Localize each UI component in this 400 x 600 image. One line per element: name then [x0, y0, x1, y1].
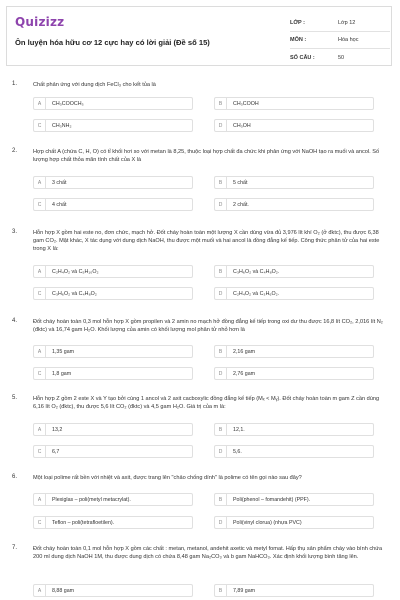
option-a[interactable] — [33, 345, 193, 358]
option-letter: B — [215, 98, 227, 109]
option-letter: C — [34, 288, 46, 299]
option-text: 8,88 gam — [52, 587, 75, 594]
option-letter: D — [215, 120, 227, 131]
question-number: 5. — [12, 395, 18, 401]
option-text: Plexiglas – poli(metyl metacrylat). — [52, 496, 131, 503]
option-letter: B — [215, 177, 227, 188]
meta-row-subject — [290, 32, 390, 49]
option-text: CH₃COOCH₃ — [52, 100, 84, 107]
option-text: C₃H₆O₂ và C₄H₈O₂ — [52, 290, 97, 297]
option-letter: C — [34, 368, 46, 379]
option-text: Teflon – poli(tetrafloetilen). — [52, 519, 115, 526]
option-text: Poli(phenol – fomandehit) (PPF). — [233, 496, 311, 503]
question-number: 2. — [12, 148, 18, 154]
option-letter: B — [215, 346, 227, 357]
option-a[interactable] — [33, 584, 193, 597]
option-text: 12,1. — [233, 426, 245, 433]
question-number: 3. — [12, 229, 18, 235]
option-letter: C — [34, 517, 46, 528]
option-text: 7,89 gam — [233, 587, 256, 594]
option-d[interactable] — [214, 287, 374, 300]
option-text: 4 chất — [52, 201, 67, 208]
option-letter: B — [215, 424, 227, 435]
option-d[interactable] — [214, 198, 374, 211]
option-text: 13,2 — [52, 426, 63, 433]
option-text: 5,6. — [233, 448, 242, 455]
option-text: C₂H₄O₂ và C₅H₁₀O₂ — [52, 268, 99, 275]
question-number: 7. — [12, 545, 18, 551]
option-letter: A — [34, 424, 46, 435]
option-text: 5 chất — [233, 179, 248, 186]
option-text: C₃H₆O₂ và C₄H₈O₂. — [233, 268, 280, 275]
option-letter: A — [34, 585, 46, 596]
option-b[interactable] — [214, 176, 374, 189]
option-a[interactable] — [33, 176, 193, 189]
option-text: C₂H₄O₂ và C₃H₆O₂. — [233, 290, 280, 297]
option-text: 3 chất — [52, 179, 67, 186]
option-a[interactable] — [33, 265, 193, 278]
option-text: CH₃COOH — [233, 100, 259, 107]
question-text: Đốt cháy hoàn toàn 0,1 mol hỗn hợp X gồm các chất : metan, metanol, andehit axetic và metyl fomat. Hấp thụ sản phẩm cháy vào bình chứa 200 ml dung dịch NaOH 1M, thu được dung dịch có chứa 8,48 gam Na₂CO₃ và b gam NaHCO₃. Xác định khối lượng bình tăng lên. — [33, 546, 383, 560]
document-title: Ôn luyện hóa hữu cơ 12 cực hay có lời giải (Đề số 15) — [15, 38, 210, 47]
option-letter: D — [215, 368, 227, 379]
option-text: 1,35 gam — [52, 348, 75, 355]
option-c[interactable] — [33, 516, 193, 529]
meta-value: Hóa học — [338, 37, 359, 43]
meta-table — [290, 15, 390, 66]
document-header — [6, 6, 392, 66]
option-b[interactable] — [214, 423, 374, 436]
question-text: Chất phản ứng với dung dịch FeCl₃ cho kết tủa là — [33, 82, 156, 88]
option-letter: A — [34, 177, 46, 188]
meta-label: SỐ CÂU : — [290, 54, 315, 61]
option-c[interactable] — [33, 367, 193, 380]
option-letter: B — [215, 266, 227, 277]
option-b[interactable] — [214, 584, 374, 597]
question-number: 4. — [12, 318, 18, 324]
question-text: Hợp chất A (chứa C, H, O) có tỉ khối hơi so với metan là 8,25, thuộc loại hợp chất đa chức khi phản ứng với NaOH tạo ra muối và ancol. Số lượng hợp chất thỏa mãn tính chất của X là — [33, 149, 380, 163]
option-letter: A — [34, 494, 46, 505]
option-d[interactable] — [214, 445, 374, 458]
quizizz-logo: Quizizz — [15, 15, 65, 29]
option-a[interactable] — [33, 97, 193, 110]
meta-row-class — [290, 15, 390, 32]
option-letter: A — [34, 98, 46, 109]
meta-row-question-count — [290, 49, 390, 66]
option-text: CH₃OH — [233, 122, 251, 129]
option-text: 2,16 gam — [233, 348, 256, 355]
question-text: Một loại polime rất bền với nhiệt và axit, được trang lên "chảo chống dính" là polime có tên gọi nào sau đây? — [33, 475, 302, 481]
option-c[interactable] — [33, 198, 193, 211]
question-text: Hỗn hợp X gồm hai este no, đơn chức, mạch hở. Đốt cháy hoàn toàn một lượng X cần dùng vừa đủ 3,976 lít khí O₂ (ở đktc), thu được 6,38 gam CO₂. Mặt khác, X tác dụng với dung dịch NaOH, thu được một muối và hai ancol là đồng đẳng kế tiếp. Công thức phân tử của hai este trong X là: — [33, 230, 380, 252]
option-text: CH₃NH₂ — [52, 122, 72, 129]
option-text: 2,76 gam — [233, 370, 256, 377]
option-letter: D — [215, 446, 227, 457]
option-b[interactable] — [214, 265, 374, 278]
option-b[interactable] — [214, 345, 374, 358]
option-text: 2 chất. — [233, 201, 249, 208]
question-text: Hỗn hợp Z gồm 2 este X và Y tạo bởi cùng 1 ancol và 2 axit cacboxylic đồng đẳng kế tiếp (Mₓ < Mᵧ). Đốt cháy hoàn toàn m gam Z cần dùng 6,16 lít O₂ (đktc), thu được 5,6 lít CO₂ (đktc) và 4,5 gam H₂O. Giá trị của m là: — [33, 396, 380, 410]
option-b[interactable] — [214, 493, 374, 506]
option-letter: A — [34, 346, 46, 357]
option-text: Poli(vinyl clorua) (nhựa PVC) — [233, 519, 302, 526]
option-c[interactable] — [33, 445, 193, 458]
option-letter: C — [34, 120, 46, 131]
meta-value: 50 — [338, 54, 345, 61]
option-letter: D — [215, 199, 227, 210]
question-number: 1. — [12, 81, 18, 87]
question-number: 6. — [12, 474, 18, 480]
meta-label: LỚP : — [290, 20, 305, 26]
option-letter: B — [215, 585, 227, 596]
option-d[interactable] — [214, 516, 374, 529]
option-text: 6,7 — [52, 448, 60, 455]
option-a[interactable] — [33, 493, 193, 506]
meta-label: MÔN : — [290, 37, 307, 43]
option-letter: D — [215, 517, 227, 528]
option-c[interactable] — [33, 119, 193, 132]
option-letter: A — [34, 266, 46, 277]
option-letter: B — [215, 494, 227, 505]
question-text: Đốt cháy hoàn toàn 0,3 mol hỗn hợp X gồm propilen và 2 amin no mạch hở đồng đẳng kế tiếp trong oxi dư thu được 16,8 lít CO₂, 2,016 lít N₂ (đktc) và 16,74 gam H₂O. Khối lượng của amin có khối lượng mol phân tử nhỏ hơn là — [33, 319, 383, 333]
meta-value: Lớp 12 — [338, 20, 356, 26]
option-letter: C — [34, 446, 46, 457]
option-c[interactable] — [33, 287, 193, 300]
option-text: 1,8 gam — [52, 370, 72, 377]
option-b[interactable] — [214, 97, 374, 110]
option-d[interactable] — [214, 119, 374, 132]
option-letter: C — [34, 199, 46, 210]
option-a[interactable] — [33, 423, 193, 436]
option-letter: D — [215, 288, 227, 299]
option-d[interactable] — [214, 367, 374, 380]
